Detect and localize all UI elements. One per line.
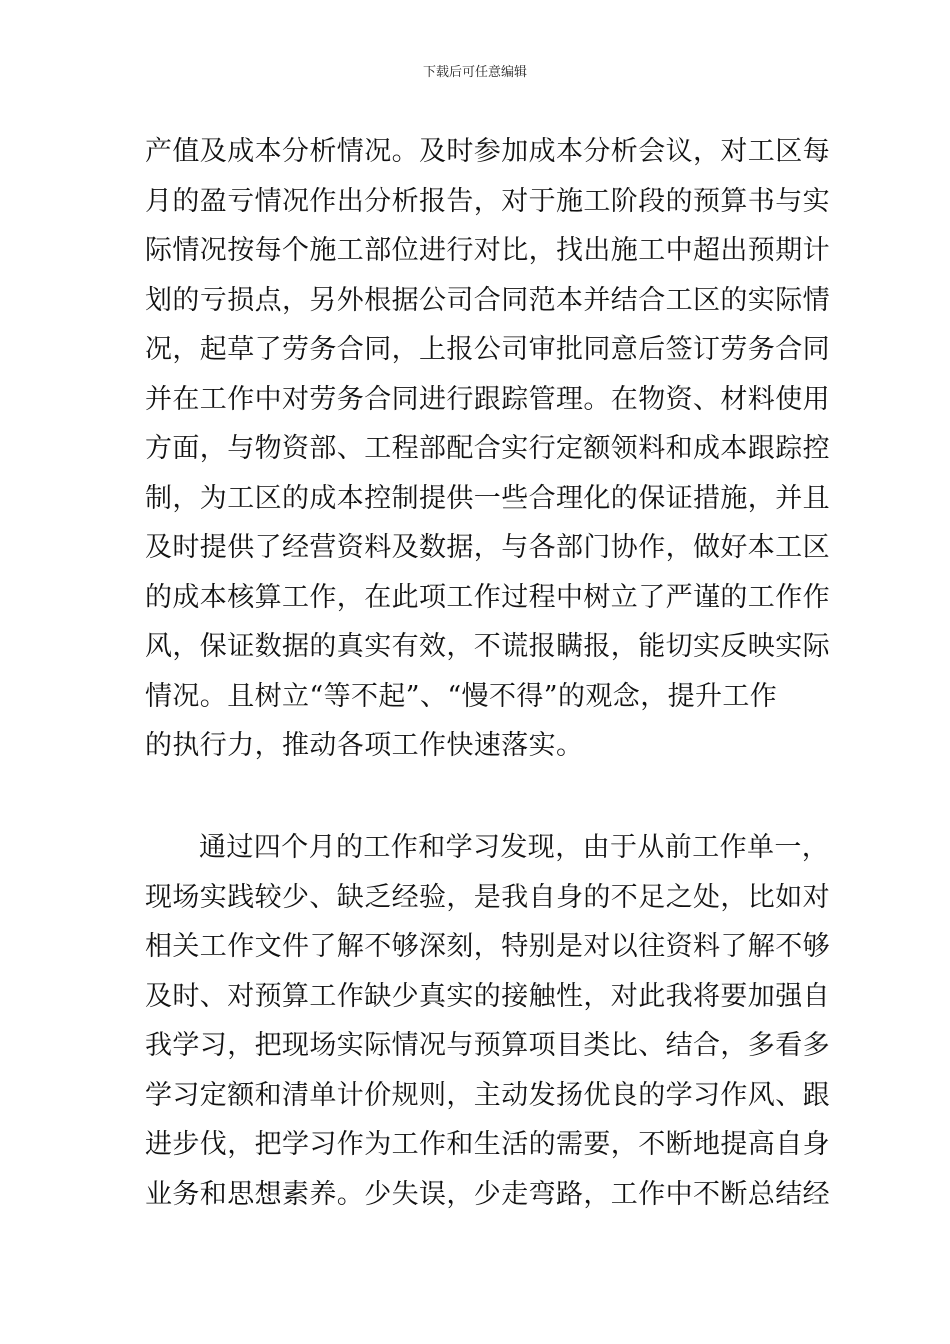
text-line: 通过四个月的工作和学习发现，由于从前工作单一， xyxy=(199,832,830,863)
text-line: 风，保证数据的真实有效，不谎报瞒报，能切实反映实际 xyxy=(145,631,830,662)
text-line: 及时提供了经营资料及数据，与各部门协作，做好本工区 xyxy=(145,532,830,563)
text-line: 况，起草了劳务合同，上报公司审批同意后签订劳务合同 xyxy=(145,334,830,365)
text-line: 的执行力，推动各项工作快速落实。 xyxy=(145,730,584,761)
text-line: 月的盈亏情况作出分析报告，对于施工阶段的预算书与实 xyxy=(145,185,830,217)
text-line: 现场实践较少、缺乏经验，是我自身的不足之处，比如对 xyxy=(145,881,830,913)
paragraph-2 xyxy=(145,823,830,1219)
text-line: 我学习，把现场实际情况与预算项目类比、结合，多看多 xyxy=(145,1030,830,1061)
text-line: 相关工作文件了解不够深刻，特别是对以往资料了解不够 xyxy=(145,931,830,962)
text-line: 学习定额和清单计价规则，主动发扬优良的学习作风、跟 xyxy=(145,1079,830,1111)
text-line: 业务和思想素养。少失误，少走弯路，工作中不断总结经 xyxy=(145,1178,830,1210)
page-header: 下载后可任意编辑 xyxy=(422,65,527,80)
text-line: 际情况按每个施工部位进行对比，找出施工中超出预期计 xyxy=(145,235,830,266)
text-line: 产值及成本分析情况。及时参加成本分析会议，对工区每 xyxy=(145,136,830,167)
text-line: 方面，与物资部、工程部配合实行定额领料和成本跟踪控 xyxy=(145,433,830,464)
text-line: 及时、对预算工作缺少真实的接触性，对此我将要加强自 xyxy=(145,980,830,1012)
text-line: 并在工作中对劳务合同进行跟踪管理。在物资、材料使用 xyxy=(145,383,830,415)
text-line: 的成本核算工作，在此项工作过程中树立了严谨的工作作 xyxy=(145,581,830,613)
text-line: 进步伐，把学习作为工作和生活的需要，不断地提高自身 xyxy=(145,1129,830,1160)
paragraph-1 xyxy=(145,127,830,771)
text-line: 制，为工区的成本控制提供一些合理化的保证措施，并且 xyxy=(145,482,830,514)
text-line: 划的亏损点，另外根据公司合同范本并结合工区的实际情 xyxy=(145,284,830,316)
text-line: 情况。且树立“等不起”、“慢不得”的观念，提升工作 xyxy=(145,680,778,712)
